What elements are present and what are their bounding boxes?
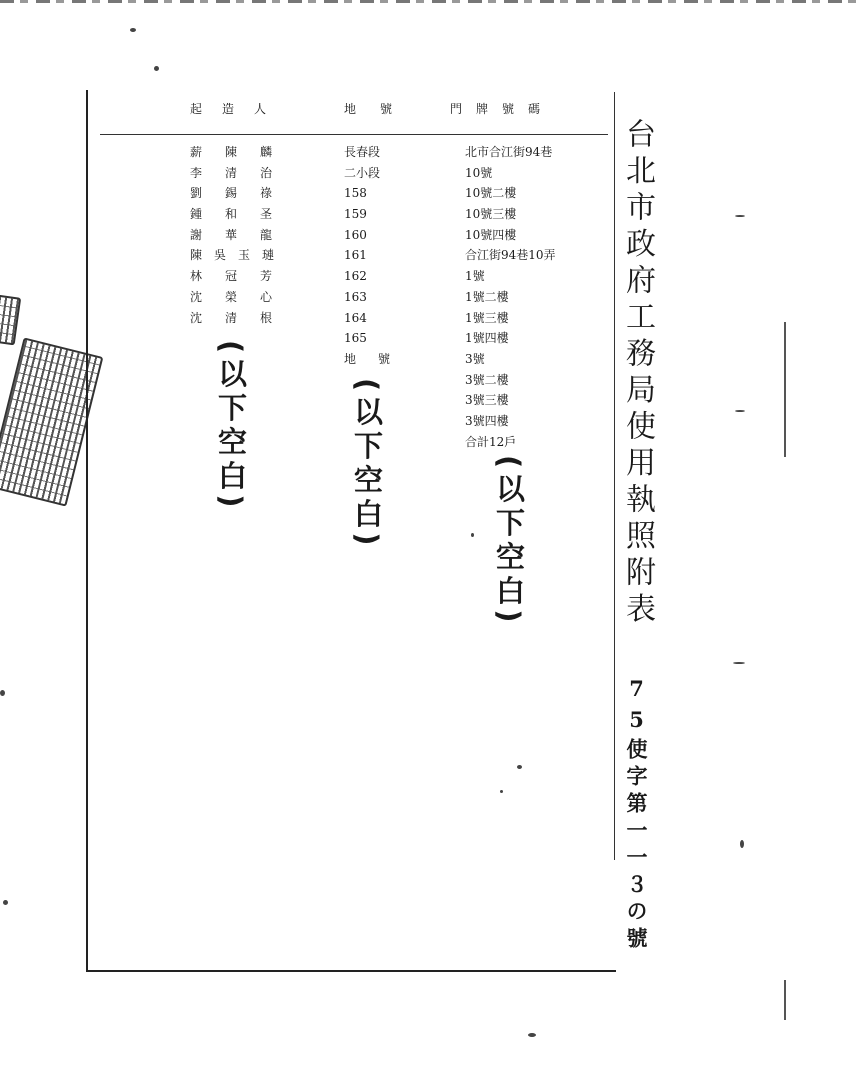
lot-row: 164 xyxy=(344,310,367,325)
license-number: 75使字第一一３の號 xyxy=(624,676,649,954)
header-owner: 起造人 xyxy=(190,102,287,116)
scan-speck xyxy=(740,840,744,848)
scan-speck xyxy=(154,66,159,71)
scan-speck xyxy=(130,28,136,32)
address-row: 北市合江街94巷 xyxy=(465,145,553,159)
page-edge-line xyxy=(784,322,786,457)
address-row: 1號四樓 xyxy=(465,331,509,346)
lot-row: 長春段 xyxy=(344,145,381,159)
lot-row: 162 xyxy=(344,269,367,284)
scan-top-strip xyxy=(0,0,864,3)
address-row: 10號四樓 xyxy=(465,227,517,242)
title-divider xyxy=(614,92,615,860)
owner-row: 劉錫祿 xyxy=(190,186,296,201)
owner-row: 陳吳玉璉 xyxy=(190,248,287,263)
header-address: 門牌號碼 xyxy=(450,102,555,116)
scan-speck xyxy=(517,765,522,769)
owner-row: 鍾和圣 xyxy=(190,207,296,222)
address-row: 1號 xyxy=(465,269,485,284)
page-edge-line-lower xyxy=(784,980,786,1020)
address-row: 3號四樓 xyxy=(465,413,509,428)
scan-speck xyxy=(3,900,8,905)
scan-speck xyxy=(528,1033,536,1037)
lot-row: 165 xyxy=(344,331,367,346)
owner-row: 李清治 xyxy=(190,165,296,180)
blank-mark-address: (以下空白) xyxy=(492,455,526,628)
scan-speck xyxy=(733,662,745,664)
scan-speck xyxy=(0,690,5,696)
address-row: 3號三樓 xyxy=(465,393,509,408)
lot-row: 158 xyxy=(344,186,367,201)
address-row: 3號 xyxy=(465,351,485,366)
blank-mark-owner: (以下空白) xyxy=(214,340,248,513)
lot-column xyxy=(344,142,412,370)
address-row: 10號 xyxy=(465,165,493,180)
address-column xyxy=(465,142,556,452)
lot-row: 161 xyxy=(344,248,367,263)
blank-mark-lot: (以下空白) xyxy=(350,378,384,551)
lot-row: 163 xyxy=(344,289,367,304)
address-row: 3號二樓 xyxy=(465,372,509,387)
owner-row: 林冠芳 xyxy=(190,269,296,284)
owner-row: 沈榮心 xyxy=(190,289,296,304)
address-row: 合計12戶 xyxy=(465,434,517,449)
owner-row: 謝華龍 xyxy=(190,227,296,242)
lot-row: 159 xyxy=(344,207,367,222)
lot-row: 二小段 xyxy=(344,165,381,180)
address-row: 10號三樓 xyxy=(465,207,517,222)
lot-row: 160 xyxy=(344,227,367,242)
owner-row: 薪陳麟 xyxy=(190,145,296,159)
lot-row: 地號 xyxy=(344,351,413,366)
address-row: 1號二樓 xyxy=(465,289,509,304)
header-lot: 地號 xyxy=(344,102,417,116)
owner-column xyxy=(190,142,295,328)
address-row: 1號三樓 xyxy=(465,310,509,325)
owner-row: 沈清根 xyxy=(190,310,296,325)
address-row: 10號二樓 xyxy=(465,186,517,201)
scan-speck xyxy=(471,533,474,537)
scan-speck xyxy=(500,790,503,793)
document-title: 台北市政府工務局使用執照附表 xyxy=(620,118,655,629)
header-rule xyxy=(100,134,608,135)
seal-stamp-top xyxy=(0,295,21,346)
scan-speck xyxy=(735,410,745,412)
address-row: 合江街94巷10弄 xyxy=(465,248,556,263)
scan-speck xyxy=(735,215,745,217)
